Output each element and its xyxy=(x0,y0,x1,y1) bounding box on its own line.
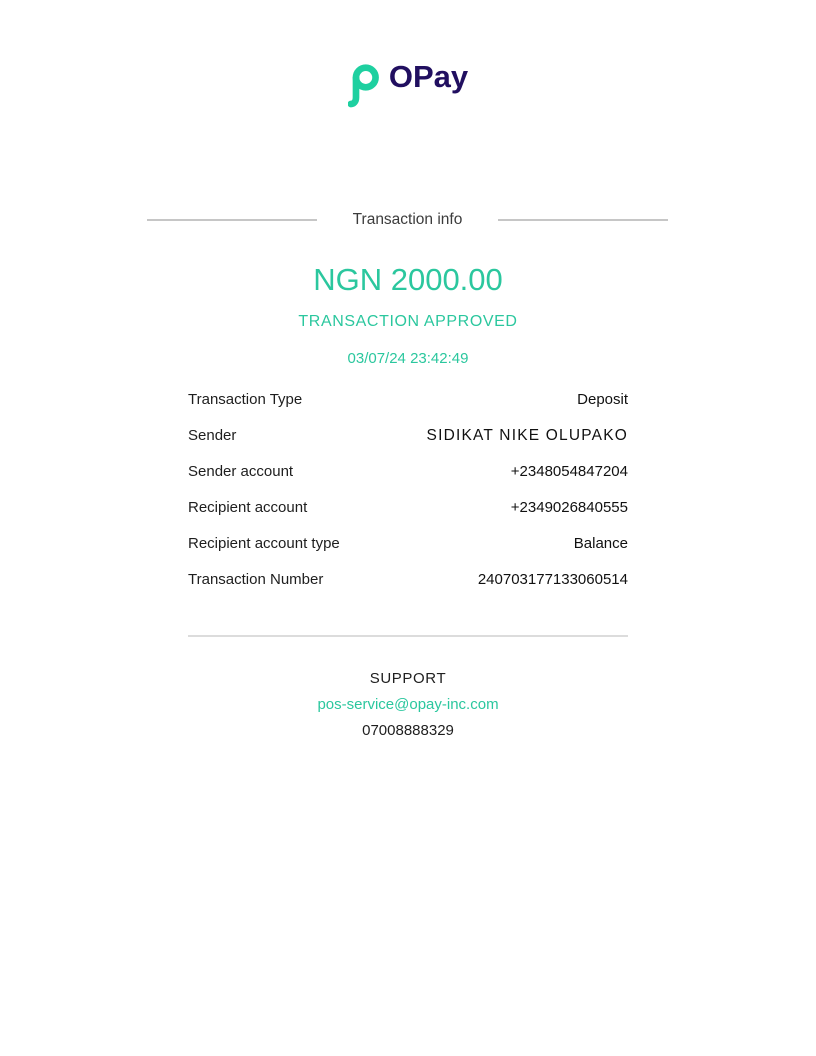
table-row xyxy=(188,572,628,587)
row-value: +2348054847204 xyxy=(510,463,628,480)
table-row xyxy=(188,464,628,479)
details-table xyxy=(188,392,628,608)
support-email-link[interactable]: pos-service@opay-inc.com xyxy=(317,696,499,713)
status-text: TRANSACTION APPROVED xyxy=(298,313,518,330)
header-line-left xyxy=(147,219,317,221)
footer-divider xyxy=(188,635,628,637)
row-label: Transaction Number xyxy=(188,571,324,588)
opay-wordmark: OPay xyxy=(388,59,469,94)
row-value: +2349026840555 xyxy=(510,499,628,516)
datetime-text: 03/07/24 23:42:49 xyxy=(347,350,469,367)
support-section xyxy=(0,670,816,739)
table-row xyxy=(188,500,628,515)
support-phone: 07008888329 xyxy=(362,722,454,739)
row-label: Recipient account type xyxy=(188,535,340,552)
table-row xyxy=(188,536,628,551)
row-label: Sender account xyxy=(188,463,294,480)
section-title: Transaction info xyxy=(352,211,463,228)
support-heading: SUPPORT xyxy=(369,670,447,687)
row-label: Transaction Type xyxy=(188,391,303,408)
header-line-right xyxy=(498,219,668,221)
row-value: Balance xyxy=(573,535,628,552)
amount-text: NGN 2000.00 xyxy=(313,262,503,297)
row-value: Deposit xyxy=(577,391,628,408)
section-header xyxy=(147,212,668,228)
row-value: SIDIKAT NIKE OLUPAKO xyxy=(426,427,628,444)
opay-p-icon xyxy=(348,62,380,109)
row-value: 240703177133060514 xyxy=(477,571,628,588)
row-label: Sender xyxy=(188,427,237,444)
table-row xyxy=(188,392,628,407)
table-row xyxy=(188,428,628,443)
row-label: Recipient account xyxy=(188,499,308,516)
opay-logo xyxy=(0,59,816,109)
